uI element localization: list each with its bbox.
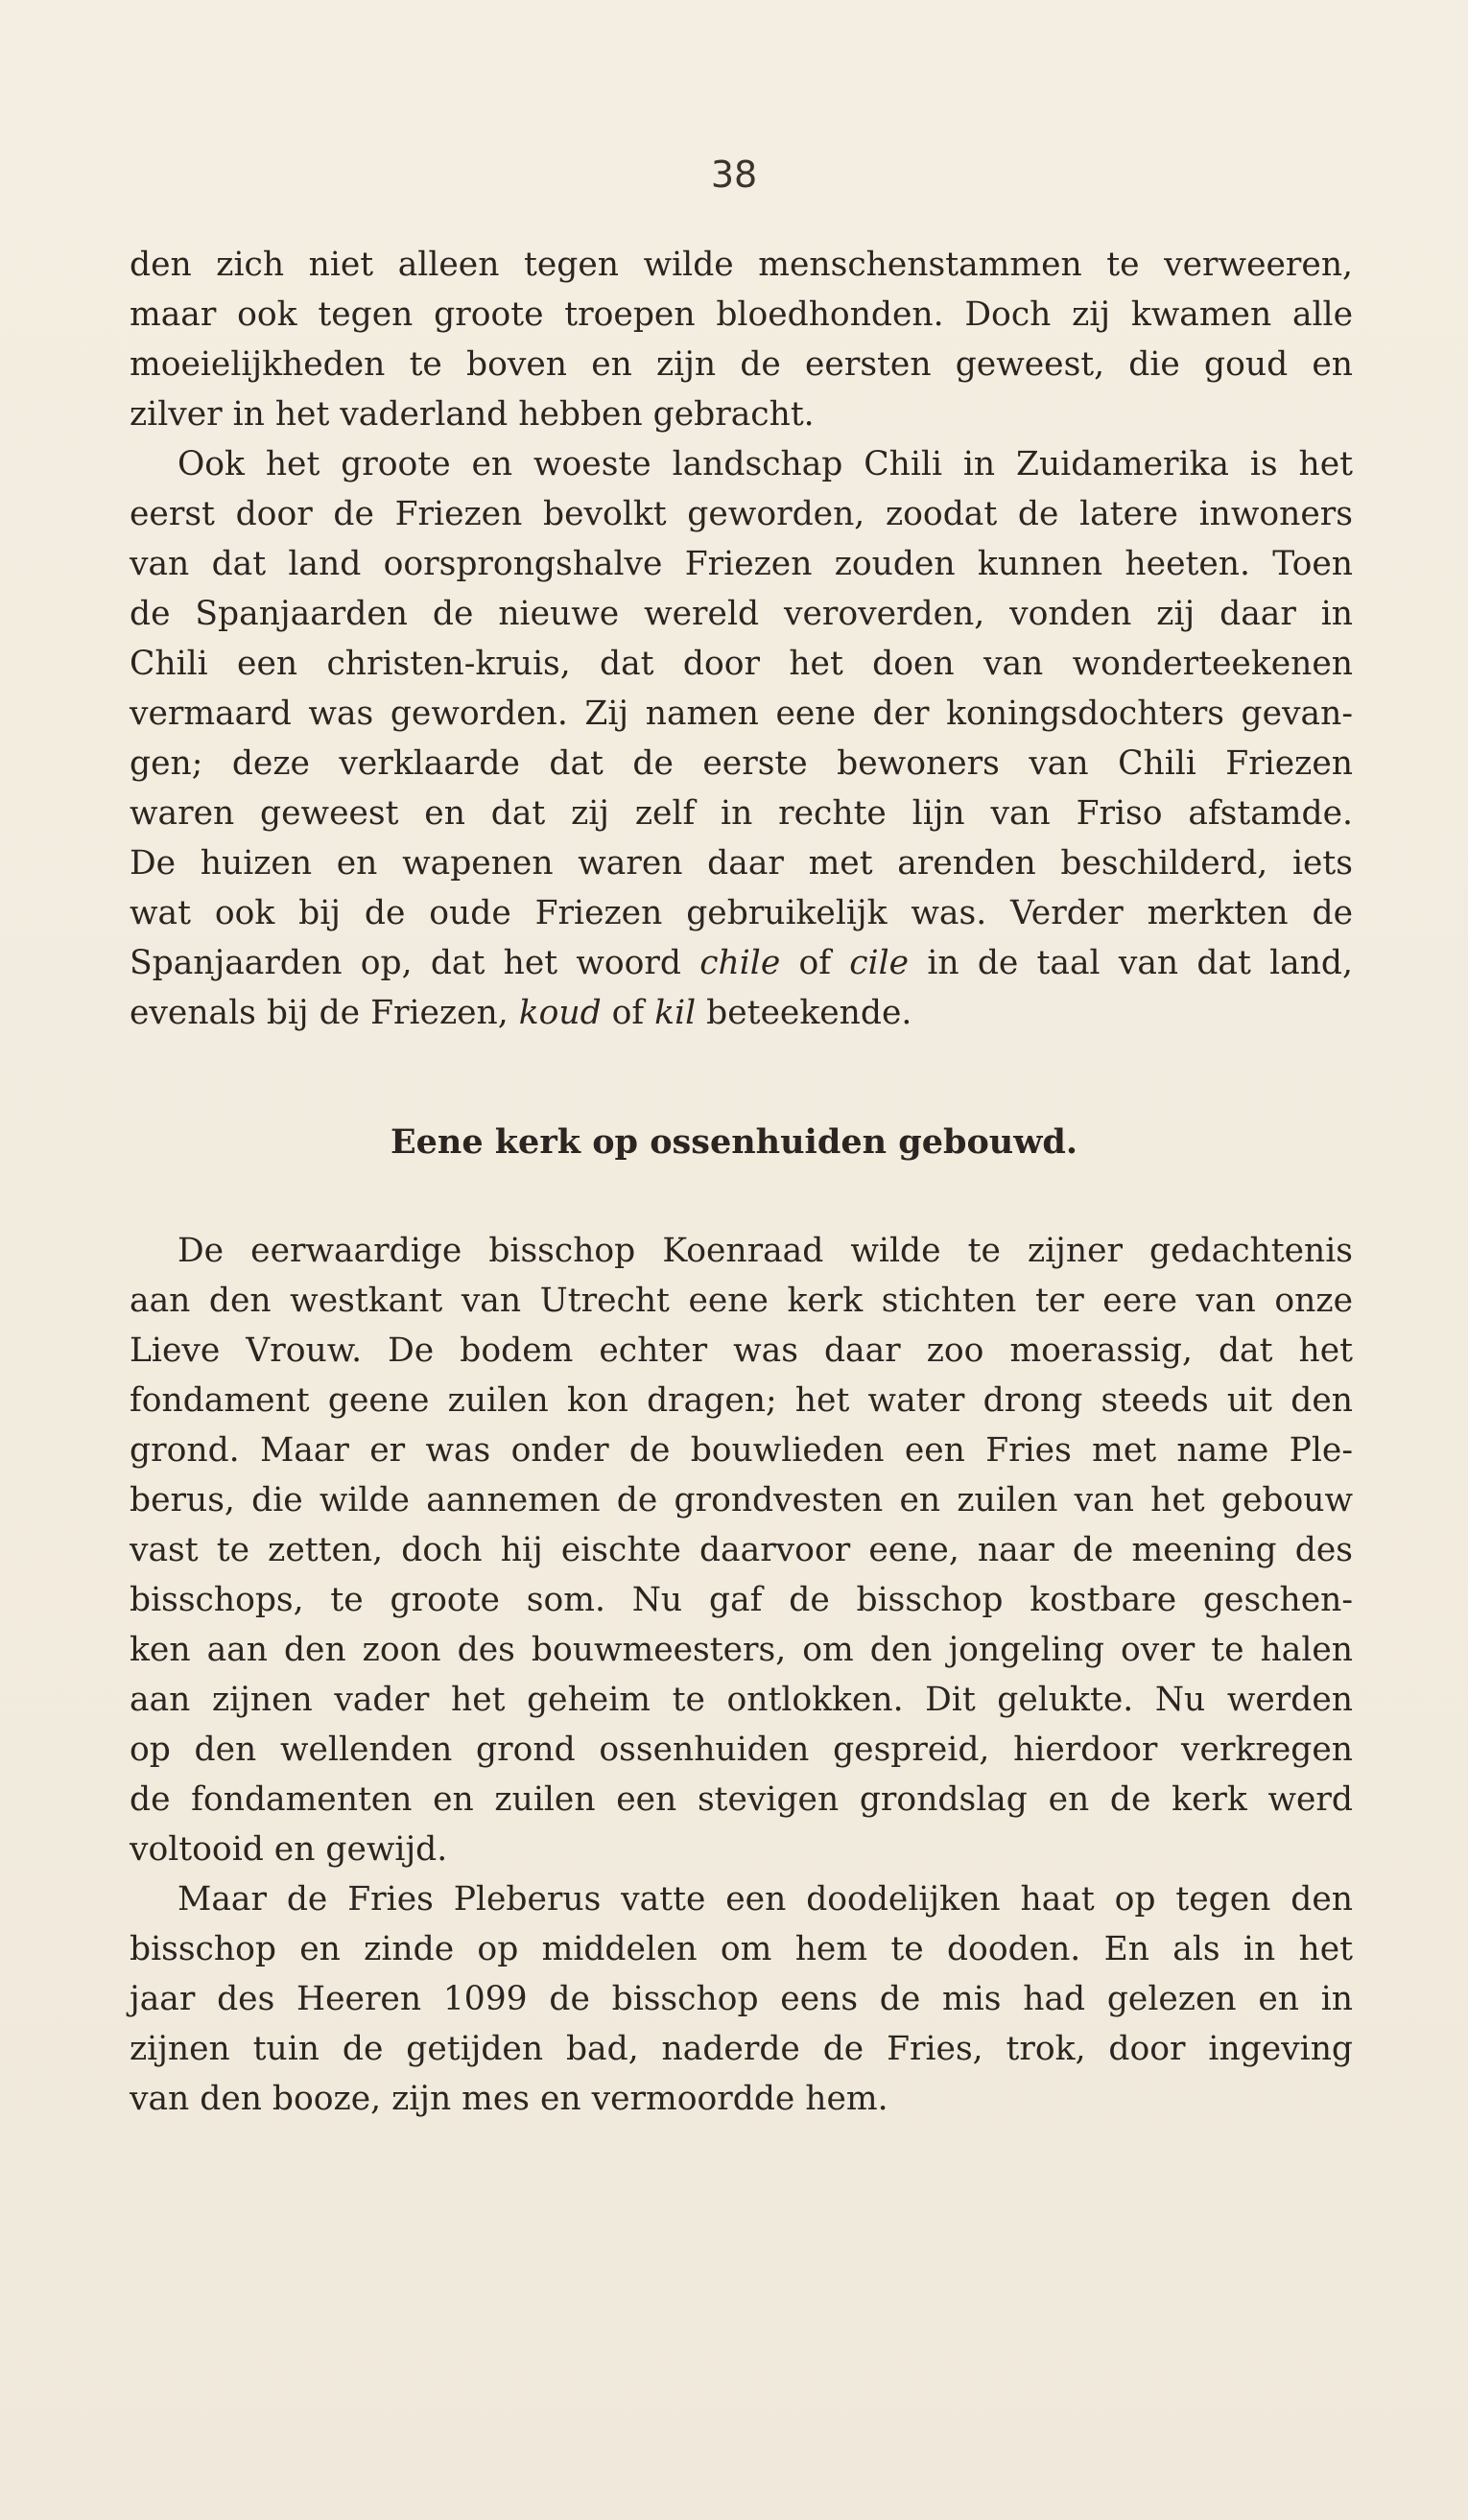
text-line: maar ook tegen groote troepen bloedhonden. Doch zij kwamen alle [130,295,1353,334]
text-line-with-italics [130,938,1353,988]
italic-word: cile [849,944,910,982]
text-line: vermaard was geworden. Zij namen eene der koningsdochters gevan- [130,695,1353,733]
text-span: Spanjaarden op, dat het woord [130,944,700,982]
text-span: of [601,994,655,1032]
page-number: 38 [710,153,758,196]
text-line: fondament geene zuilen kon dragen; het water drong steeds uit den [130,1381,1353,1420]
text-line: bisschop en zinde op middelen om hem te dooden. En als in het [130,1930,1353,1968]
italic-word: chile [699,944,781,982]
text-line: aan zijnen vader het geheim te ontlokken. Dit gelukte. Nu werden [130,1681,1353,1719]
section-heading: Eene kerk op ossenhuiden gebouwd. [390,1122,1078,1162]
text-line: waren geweest en dat zij zelf in rechte lijn van Friso afstamde. [130,794,1353,833]
text-line: van dat land oorsprongshalve Friezen zouden kunnen heeten. Toen [130,545,1353,583]
text-line: moeielijkheden te boven en zijn de eersten geweest, die goud en [130,345,1353,384]
text-line: vast te zetten, doch hij eischte daarvoor eene, naar de meening des [130,1531,1353,1569]
text-line: De huizen en wapenen waren daar met arenden beschilderd, iets [130,844,1353,883]
text-line: De eerwaardige bisschop Koenraad wilde te zijner gedachtenis [178,1232,1353,1270]
text-line: ken aan den zoon des bouwmeesters, om den jongeling over te halen [130,1631,1353,1669]
text-line: zilver in het vaderland hebben gebracht. [130,395,815,434]
text-line: de fondamenten en zuilen een stevigen grondslag en de kerk werd [130,1780,1353,1819]
text-line: grond. Maar er was onder de bouwlieden een Fries met name Ple- [130,1431,1353,1470]
text-line-with-italics [130,988,1353,1038]
text-line: Maar de Fries Pleberus vatte een doodelijken haat op tegen den [178,1880,1353,1919]
text-line: bisschops, te groote som. Nu gaf de bisschop kostbare geschen- [130,1581,1353,1619]
paragraph-block-chili [130,240,1353,1038]
text-line: berus, die wilde aannemen de grondvesten en zuilen van het gebouw [130,1481,1353,1519]
text-span: in de taal van dat land, [909,944,1353,982]
paragraph-block-kerk [130,1226,1353,2124]
text-line: wat ook bij de oude Friezen gebruikelijk was. Verder merkten de [130,894,1353,932]
text-line: den zich niet alleen tegen wilde menschenstammen te verweeren, [130,246,1353,284]
italic-word: koud [518,994,602,1032]
text-line: Lieve Vrouw. De bodem echter was daar zoo moerassig, dat het [130,1331,1353,1370]
text-line: jaar des Heeren 1099 de bisschop eens de mis had gelezen en in [130,1980,1353,2018]
text-line: gen; deze verklaarde dat de eerste bewoners van Chili Friezen [130,744,1353,783]
text-line: zijnen tuin de getijden bad, naderde de Fries, trok, door ingeving [130,2030,1353,2068]
text-line: de Spanjaarden de nieuwe wereld veroverden, vonden zij daar in [130,595,1353,633]
text-span: beteekende. [696,994,912,1032]
text-line: Chili een christen-kruis, dat door het doen van wonderteekenen [130,645,1353,683]
text-line: eerst door de Friezen bevolkt geworden, zoodat de latere inwoners [130,495,1353,533]
text-line: voltooid en gewijd. [130,1830,448,1869]
text-line: aan den westkant van Utrecht eene kerk stichten ter eere van onze [130,1282,1353,1320]
italic-word: kil [654,994,697,1032]
text-span: evenals bij de Friezen, [130,994,519,1032]
text-line: van den booze, zijn mes en vermoordde hem. [130,2080,888,2118]
text-span: of [780,944,850,982]
text-line: Ook het groote en woeste landschap Chili in Zuidamerika is het [178,445,1353,483]
text-line: op den wellenden grond ossenhuiden gespreid, hierdoor verkregen [130,1731,1353,1769]
